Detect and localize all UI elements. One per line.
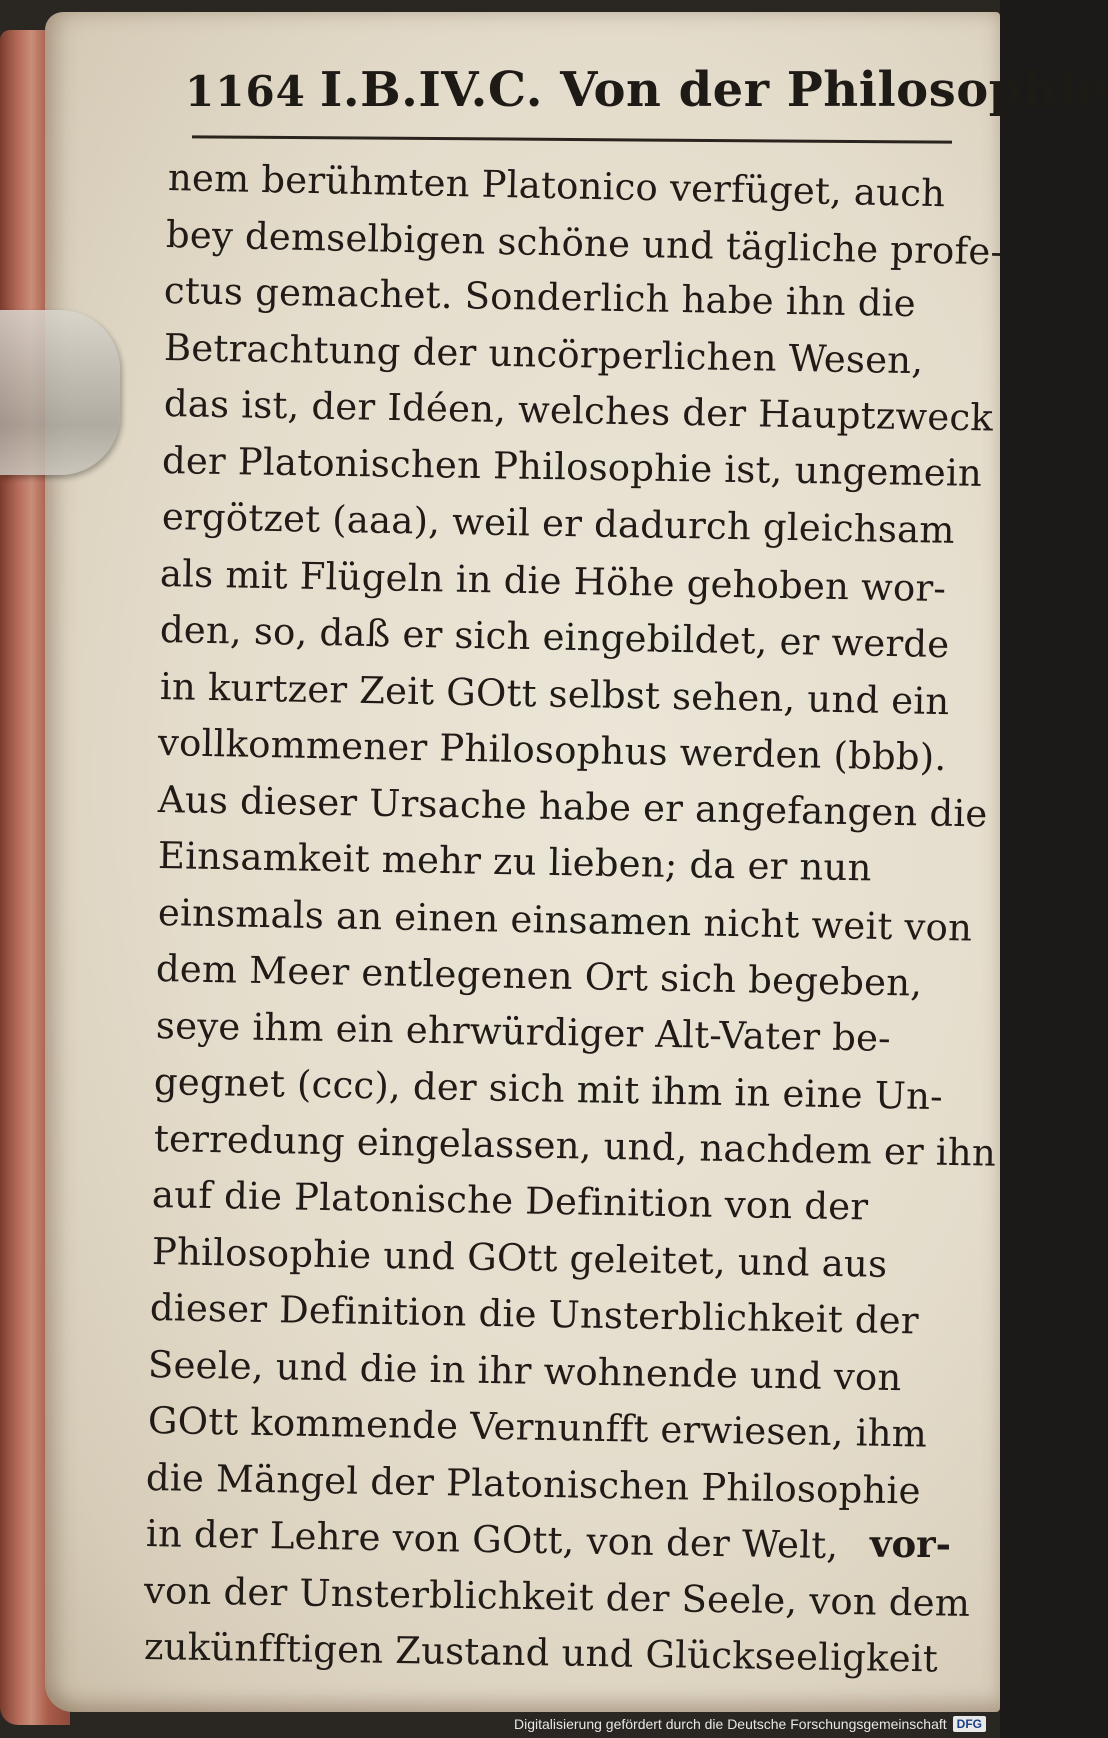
text-line: Seele, und die in ihr wohnende und von: [147, 1342, 902, 1399]
text-line: Philosophie und GOtt geleitet, und aus: [151, 1229, 888, 1286]
text-line: GOtt kommende Vernunfft erwiesen, ihm: [147, 1399, 928, 1456]
dfg-logo: DFG: [953, 1716, 986, 1732]
page-text-body: [143, 150, 1004, 1681]
text-line: den, so, daß er sich eingebildet, er werde: [159, 608, 950, 667]
catchword: vor-: [870, 1522, 952, 1566]
text-line: in kurtzer Zeit GOtt selbst sehen, und ein: [159, 664, 950, 723]
text-line: Betrachtung der uncörperlichen Wesen,: [163, 325, 924, 382]
text-line: das ist, der Idéen, welches der Hauptzweck: [163, 382, 994, 440]
text-line: auf die Platonische Definition von der: [151, 1173, 869, 1229]
digitization-footer: [514, 1716, 986, 1732]
running-header: [185, 62, 1108, 134]
text-line: ergötzet (aaa), weil er dadurch gleichsam: [161, 495, 956, 552]
text-line: Aus dieser Ursache habe er angefangen die: [157, 777, 988, 835]
text-line: der Platonischen Philosophie ist, ungemein: [161, 438, 983, 495]
text-line: als mit Flügeln in die Höhe gehoben wor-: [159, 551, 947, 610]
text-line: nem berühmten Platonico verfüget, auch: [167, 156, 946, 216]
running-title: I.B.IV.C. Von der Philosophie: [319, 62, 1108, 118]
page-clip: [0, 310, 120, 475]
text-line: einsmals an einen einsamen nicht weit von: [157, 890, 973, 950]
text-line: in der Lehre von GOtt, von der Welt,: [145, 1512, 839, 1568]
page-number: 1164: [185, 67, 306, 116]
text-line: zukünfftigen Zustand und Glückseeligkeit: [143, 1625, 939, 1681]
text-line: ctus gemachet. Sonderlich habe ihn die: [163, 269, 917, 326]
text-line: Einsamkeit mehr zu lieben; da er nun: [157, 834, 872, 890]
footer-credit: Digitalisierung gefördert durch die Deutsche Forschungsgemeinschaft: [513, 1716, 947, 1732]
text-line: dieser Definition die Unsterblichkeit der: [149, 1286, 920, 1343]
text-line: die Mängel der Platonischen Philosophie: [145, 1455, 922, 1513]
text-line: vollkommener Philosophus werden (bbb).: [157, 721, 947, 780]
text-line: terredung eingelassen, und, nachdem er ihn: [153, 1116, 997, 1175]
text-line: gegnet (ccc), der sich mit ihm in eine Un-: [153, 1060, 944, 1119]
text-line: bey demselbigen schöne und tägliche profe-: [165, 212, 1004, 274]
text-line: seye ihm ein ehrwürdiger Alt-Vater be-: [155, 1003, 892, 1060]
text-line: dem Meer entlegenen Ort sich begeben,: [155, 947, 923, 1005]
text-line: von der Unsterblichkeit der Seele, von dem: [143, 1568, 971, 1625]
